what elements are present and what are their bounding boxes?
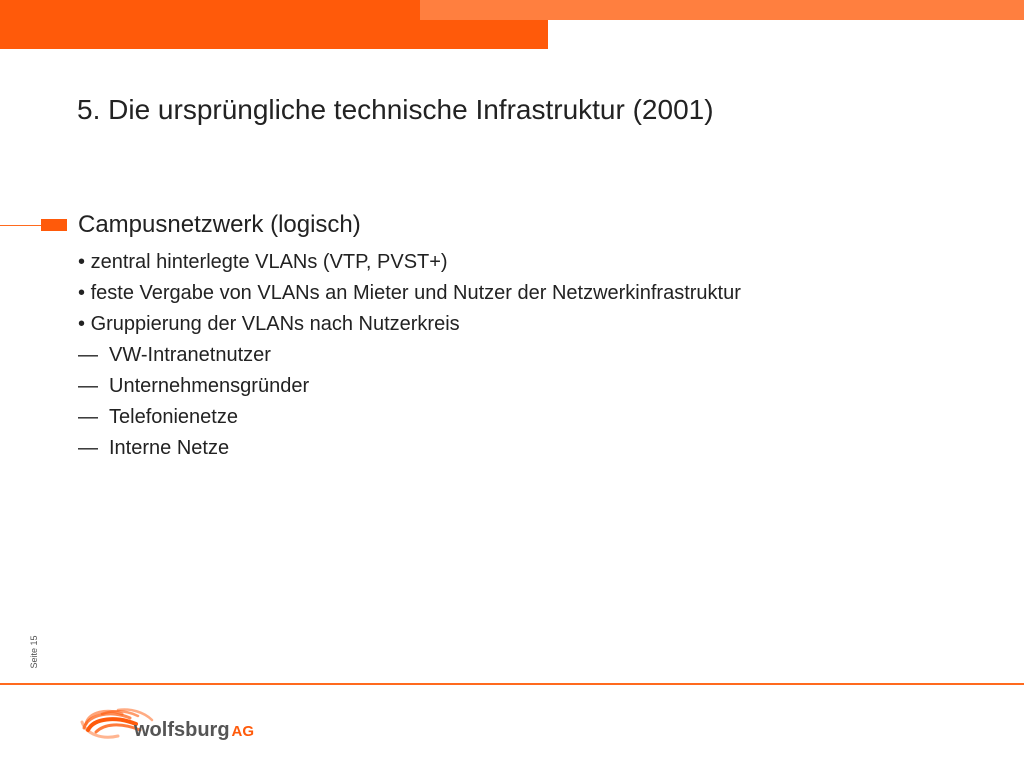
logo-suffix: AG	[231, 723, 255, 740]
list-item-text: Interne Netze	[109, 437, 230, 459]
bullet-symbol: •	[78, 251, 86, 273]
dash-symbol: —	[78, 344, 98, 366]
dash-symbol: —	[78, 406, 98, 428]
bullet-symbol: •	[78, 282, 86, 304]
section-marker-square	[41, 219, 67, 231]
dash-symbol: —	[78, 375, 98, 397]
header-bar-secondary	[420, 0, 1024, 20]
list-item	[78, 309, 741, 340]
list-item	[78, 247, 741, 278]
list-item-text: Unternehmensgründer	[109, 375, 310, 397]
bullet-list	[78, 247, 741, 464]
list-item	[78, 433, 741, 464]
dash-symbol: —	[78, 437, 98, 459]
list-item-text: Gruppierung der VLANs nach Nutzerkreis	[90, 313, 460, 335]
list-item	[78, 371, 741, 402]
list-item-text: feste Vergabe von VLANs an Mieter und Nutzer der Netzwerkinfrastruktur	[90, 282, 741, 304]
bullet-symbol: •	[78, 313, 86, 335]
footer-divider	[0, 683, 1024, 685]
page-number: Seite 15	[29, 635, 39, 669]
logo-name: wolfsburg	[134, 719, 230, 741]
list-item	[78, 340, 741, 371]
section-marker-line	[0, 225, 44, 226]
list-item	[78, 402, 741, 433]
logo-wordmark	[134, 719, 254, 742]
section-heading: Campusnetzwerk (logisch)	[78, 211, 361, 238]
list-item-text: Telefonienetze	[109, 406, 238, 428]
list-item-text: zentral hinterlegte VLANs (VTP, PVST+)	[90, 251, 448, 273]
list-item	[78, 278, 741, 309]
list-item-text: VW-Intranetnutzer	[109, 344, 271, 366]
slide-title: 5. Die ursprüngliche technische Infrastruktur (2001)	[77, 94, 714, 125]
